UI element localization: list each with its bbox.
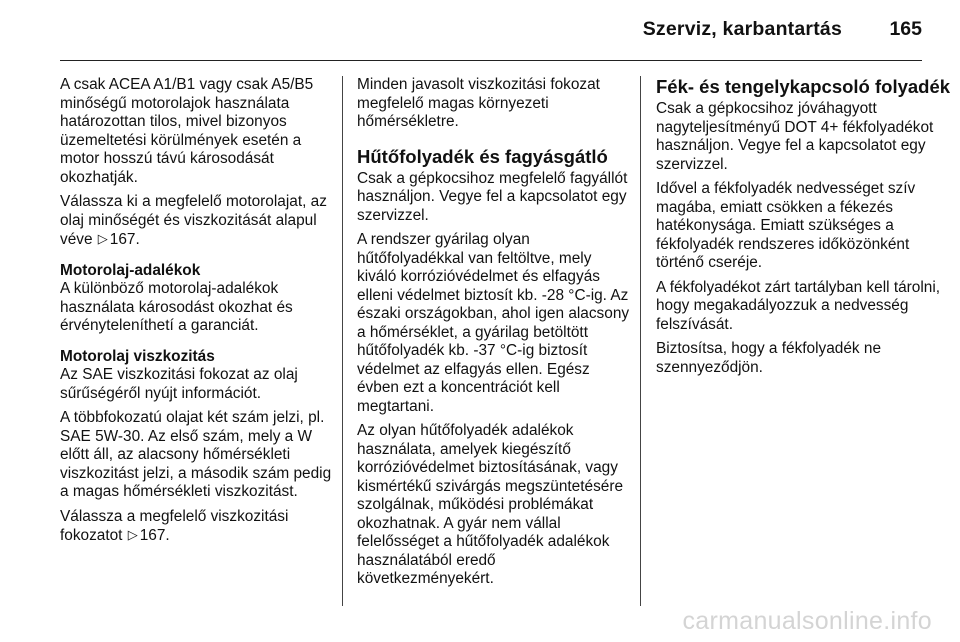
page-header xyxy=(60,0,922,61)
paragraph-choose-viscosity xyxy=(60,508,332,546)
page-reference-link[interactable]: 167. xyxy=(139,527,170,544)
heading-coolant: Hűtőfolyadék és fagyásgátló xyxy=(357,145,608,167)
page-reference-link[interactable]: 167. xyxy=(109,231,140,248)
paragraph-antifreeze: Csak a gépkocsihoz megfelelő fagyállót használjon. Vegye fel a kapcsolatot egy szervizzel. xyxy=(357,169,628,224)
paragraph-viscosity-grades: Minden javasolt viszkozitási fokozat megfelelő magas környezeti hőmérsékletre. xyxy=(357,76,600,130)
section-title: Szerviz, karbantartás xyxy=(642,18,842,40)
paragraph-storage: A fékfolyadékot zárt tartályban kell tárolni, hogy megakadályozzuk a nedvesség felszívását. xyxy=(656,278,941,333)
heading-oil-viscosity: Motorolaj viszkozitás xyxy=(60,347,215,365)
paragraph-dot4: Csak a gépkocsihoz jóváhagyott nagyteljesítményű DOT 4+ fékfolyadékot használjon. Vegye fel a kapcsolatot egy szervizzel. xyxy=(656,100,934,173)
paragraph-multigrade: A többfokozatú olajat két szám jelzi, pl. SAE 5W-30. Az első szám, mely a W előtt áll, az alacsony hőmérsékleti viszkozitást jelzi, a második szám pedig a magas hőmérsékleti viszkozitást. xyxy=(60,409,332,500)
column-divider-2 xyxy=(640,76,641,606)
heading-oil-additives: Motorolaj-adalékok xyxy=(60,261,201,279)
heading-brake-fluid: Fék- és tengelykapcsoló folyadék xyxy=(656,76,951,97)
column-1 xyxy=(60,76,332,552)
watermark: carmanualsonline.info xyxy=(682,607,932,635)
page-reference-arrow-icon: ▷ xyxy=(97,231,108,246)
paragraph-coolant-additives: Az olyan hűtőfolyadék adalékok használata, amelyek kiegészítő korrózióvédelmet biztosításának, vagy kismértékű szivárgás megszüntetésére szolgálnak, működési problémákat okozhatnak. A gyár nem vállal felelősséget a hűtőfolyadék adalékok használatából eredő következményekért. xyxy=(357,422,624,587)
column-2 xyxy=(357,76,632,595)
column-3 xyxy=(656,76,956,383)
column-divider-1 xyxy=(342,76,343,606)
page-reference-arrow-icon: ▷ xyxy=(127,527,138,542)
paragraph-contamination: Biztosítsa, hogy a fékfolyadék ne szennyeződjön. xyxy=(656,340,882,376)
paragraph-oil-restriction: A csak ACEA A1/B1 vagy csak A5/B5 minőségű motorolajok használata határozottan tilos, mivel bizonyos üzemeltetési körülmények esetén a motor hosszú távú károsodását okozhatják. xyxy=(60,76,314,186)
paragraph-additives: A különböző motorolaj-adalékok használata károsodást okozhat és érvényteleníthetí a garanciát. xyxy=(60,280,293,334)
choose-oil-text: Válassza ki a megfelelő motorolajat, az olaj minőségét és viszkozitását alapul véve xyxy=(60,193,327,248)
paragraph-sae: Az SAE viszkozitási fokozat az olaj sűrűségéről nyújt információt. xyxy=(60,366,298,402)
paragraph-moisture: Idővel a fékfolyadék nedvességet szív magába, emiatt csökken a fékezés hatékonysága. Emiatt szükséges a fékfolyadék rendszeres időközönként történő cseréje. xyxy=(656,180,916,271)
paragraph-factory-coolant: A rendszer gyárilag olyan hűtőfolyadékkal van feltöltve, mely kiváló korrózióvédelmet és elfagyás elleni védelmet biztosít kb. -28 °C-ig. Az északi országokban, ahol igen alacsony a hőmérséklet, a gyárilag betöltött hűtőfolyadék kb. -37 °C-ig biztosít védelmet az elfagyás ellen. Egész évben ezt a koncentrációt kell megtartani. xyxy=(357,231,630,415)
paragraph-choose-oil xyxy=(60,193,332,250)
choose-viscosity-text: Válassza a megfelelő viszkozitási fokozatot xyxy=(60,507,289,544)
page-number: 165 xyxy=(889,18,922,40)
